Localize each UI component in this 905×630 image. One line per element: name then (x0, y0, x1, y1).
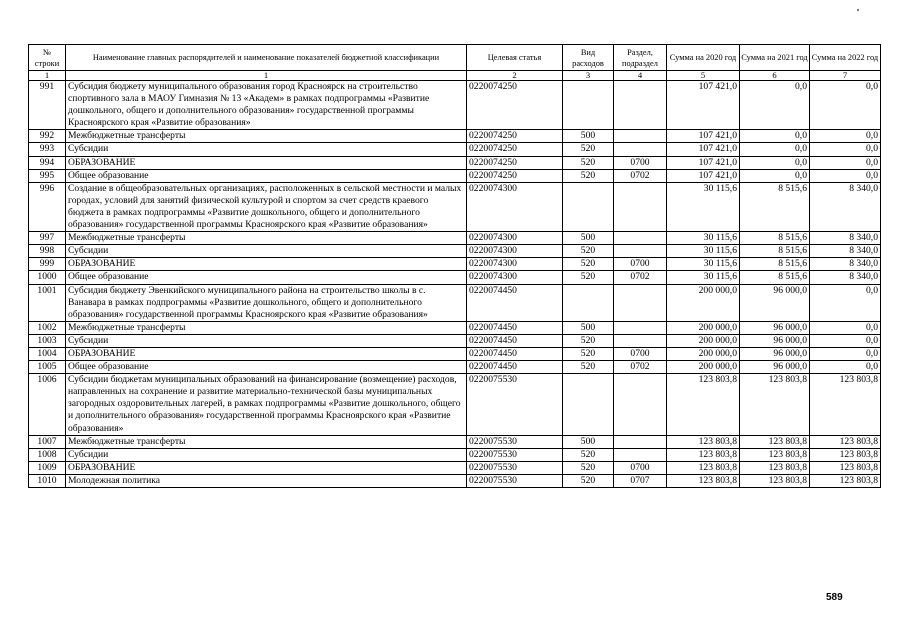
sum-2021: 8 515,6 (740, 232, 810, 245)
table-row (29, 474, 881, 487)
sum-2021: 8 515,6 (740, 258, 810, 271)
sum-2021: 123 803,8 (740, 435, 810, 448)
sum-2020: 30 115,6 (667, 245, 740, 258)
row-number: 998 (29, 245, 66, 258)
indicator-name: ОБРАЗОВАНИЕ (66, 347, 467, 360)
scan-mark (857, 9, 859, 11)
table-row (29, 321, 881, 334)
section-code (614, 81, 667, 130)
sum-2022: 8 340,0 (810, 182, 881, 231)
row-number: 1010 (29, 474, 66, 487)
indicator-name: ОБРАЗОВАНИЕ (66, 156, 467, 169)
sum-2021: 0,0 (740, 143, 810, 156)
sum-2022: 0,0 (810, 284, 881, 321)
expense-type (563, 284, 614, 321)
section-code: 0700 (614, 258, 667, 271)
indicator-name: Межбюджетные трансферты (66, 321, 467, 334)
indicator-name: ОБРАЗОВАНИЕ (66, 461, 467, 474)
section-code: 0702 (614, 271, 667, 284)
header-sum-2020: Сумма на 2020 год (667, 45, 740, 71)
table-row (29, 284, 881, 321)
sum-2020: 107 421,0 (667, 81, 740, 130)
indicator-name: Межбюджетные трансферты (66, 130, 467, 143)
target-article: 0220074300 (467, 271, 563, 284)
column-number: 6 (740, 71, 810, 81)
section-code: 0700 (614, 156, 667, 169)
indicator-name: Общее образование (66, 169, 467, 182)
sum-2020: 30 115,6 (667, 258, 740, 271)
sum-2021: 96 000,0 (740, 334, 810, 347)
sum-2022: 0,0 (810, 143, 881, 156)
expense-type (563, 182, 614, 231)
row-number: 1000 (29, 271, 66, 284)
indicator-name: Субсидия бюджету Эвенкийского муниципального района на строительство школы в с. Ванавара в рамках подпрограммы «Развитие дошкольного, общего и дополнительного образования» государственной программы Красноярского края «Развитие образования» (66, 284, 467, 321)
expense-type: 520 (563, 156, 614, 169)
target-article: 0220074300 (467, 182, 563, 231)
sum-2022: 8 340,0 (810, 245, 881, 258)
sum-2020: 30 115,6 (667, 232, 740, 245)
section-code (614, 232, 667, 245)
section-code: 0700 (614, 461, 667, 474)
sum-2022: 0,0 (810, 334, 881, 347)
indicator-name: Межбюджетные трансферты (66, 435, 467, 448)
table-row (29, 182, 881, 231)
row-number: 1009 (29, 461, 66, 474)
sum-2020: 123 803,8 (667, 448, 740, 461)
sum-2020: 123 803,8 (667, 474, 740, 487)
target-article: 0220075530 (467, 448, 563, 461)
header-section: Раздел, подраздел (614, 45, 667, 71)
sum-2022: 0,0 (810, 347, 881, 360)
section-code (614, 334, 667, 347)
sum-2021: 8 515,6 (740, 271, 810, 284)
target-article: 0220074450 (467, 321, 563, 334)
section-code: 0702 (614, 361, 667, 374)
table-row (29, 448, 881, 461)
row-number: 1005 (29, 361, 66, 374)
table-row (29, 156, 881, 169)
section-code: 0700 (614, 347, 667, 360)
indicator-name: Создание в общеобразовательных организациях, расположенных в сельской местности и малых городах, условий для занятий физической культурой и спортом за счет средств краевого бюджета в рамках подпрограммы «Развитие дошкольного, общего и дополнительного образования» государственной программы Красноярского края «Развитие образования» (66, 182, 467, 231)
budget-table (28, 44, 881, 488)
sum-2022: 0,0 (810, 130, 881, 143)
sum-2022: 123 803,8 (810, 474, 881, 487)
target-article: 0220075530 (467, 461, 563, 474)
sum-2020: 30 115,6 (667, 271, 740, 284)
target-article: 0220074250 (467, 156, 563, 169)
expense-type: 520 (563, 361, 614, 374)
target-article: 0220074300 (467, 232, 563, 245)
row-number: 996 (29, 182, 66, 231)
section-code (614, 143, 667, 156)
table-row (29, 81, 881, 130)
section-code (614, 435, 667, 448)
sum-2022: 0,0 (810, 321, 881, 334)
table-row (29, 130, 881, 143)
indicator-name: Субсидии (66, 143, 467, 156)
sum-2022: 123 803,8 (810, 435, 881, 448)
sum-2022: 0,0 (810, 169, 881, 182)
expense-type: 520 (563, 143, 614, 156)
sum-2021: 96 000,0 (740, 361, 810, 374)
table-row (29, 347, 881, 360)
indicator-name: Общее образование (66, 361, 467, 374)
table-row (29, 361, 881, 374)
sum-2020: 200 000,0 (667, 321, 740, 334)
indicator-name: Субсидии (66, 245, 467, 258)
row-number: 1001 (29, 284, 66, 321)
row-number: 995 (29, 169, 66, 182)
row-number: 994 (29, 156, 66, 169)
section-code: 0707 (614, 474, 667, 487)
header-row-number: № строки (29, 45, 66, 71)
table-row (29, 143, 881, 156)
row-number: 993 (29, 143, 66, 156)
section-code (614, 182, 667, 231)
sum-2020: 123 803,8 (667, 461, 740, 474)
sum-2022: 8 340,0 (810, 232, 881, 245)
expense-type: 520 (563, 448, 614, 461)
indicator-name: Субсидии (66, 334, 467, 347)
sum-2020: 200 000,0 (667, 347, 740, 360)
header-target-article: Целевая статья (467, 45, 563, 71)
section-code (614, 374, 667, 435)
sum-2021: 123 803,8 (740, 374, 810, 435)
target-article: 0220074300 (467, 245, 563, 258)
sum-2020: 30 115,6 (667, 182, 740, 231)
expense-type: 520 (563, 258, 614, 271)
expense-type: 520 (563, 271, 614, 284)
column-number: 1 (29, 71, 66, 81)
expense-type: 520 (563, 334, 614, 347)
target-article: 0220074450 (467, 334, 563, 347)
target-article: 0220075530 (467, 374, 563, 435)
target-article: 0220074250 (467, 169, 563, 182)
indicator-name: ОБРАЗОВАНИЕ (66, 258, 467, 271)
sum-2021: 8 515,6 (740, 182, 810, 231)
indicator-name: Общее образование (66, 271, 467, 284)
sum-2020: 107 421,0 (667, 130, 740, 143)
sum-2022: 8 340,0 (810, 258, 881, 271)
row-number: 991 (29, 81, 66, 130)
indicator-name: Субсидии бюджетам муниципальных образований на финансирование (возмещение) расходов, направленных на сохранение и развитие материально-технической базы муниципальных загородных оздоровительных лагерей, в рамках подпрограммы «Развитие дошкольного, общего и дополнительного образования» государственной программы Красноярского края «Развитие образования» (66, 374, 467, 435)
target-article: 0220075530 (467, 474, 563, 487)
table-row (29, 271, 881, 284)
sum-2022: 0,0 (810, 81, 881, 130)
table-row (29, 232, 881, 245)
row-number: 997 (29, 232, 66, 245)
section-code (614, 448, 667, 461)
sum-2020: 107 421,0 (667, 143, 740, 156)
target-article: 0220074450 (467, 347, 563, 360)
expense-type: 500 (563, 321, 614, 334)
sum-2022: 0,0 (810, 361, 881, 374)
row-number: 1007 (29, 435, 66, 448)
indicator-name: Межбюджетные трансферты (66, 232, 467, 245)
table-header (29, 45, 881, 81)
target-article: 0220074250 (467, 130, 563, 143)
row-number: 1003 (29, 334, 66, 347)
expense-type: 520 (563, 169, 614, 182)
section-code (614, 245, 667, 258)
column-number: 3 (563, 71, 614, 81)
table-row (29, 374, 881, 435)
target-article: 0220074250 (467, 143, 563, 156)
target-article: 0220074250 (467, 81, 563, 130)
column-number-row (29, 71, 881, 81)
sum-2020: 200 000,0 (667, 361, 740, 374)
target-article: 0220075530 (467, 435, 563, 448)
indicator-name: Субсидия бюджету муниципального образования город Красноярск на строительство спортивного зала в МАОУ Гимназия № 13 «Академ» в рамках подпрограммы «Развитие дошкольного, общего и дополнительного образования» государственной программы Красноярского края «Развитие образования» (66, 81, 467, 130)
sum-2022: 123 803,8 (810, 461, 881, 474)
expense-type: 520 (563, 347, 614, 360)
column-number: 2 (467, 71, 563, 81)
indicator-name: Субсидии (66, 448, 467, 461)
header-sum-2021: Сумма на 2021 год (740, 45, 810, 71)
expense-type: 520 (563, 245, 614, 258)
sum-2021: 96 000,0 (740, 347, 810, 360)
expense-type (563, 374, 614, 435)
expense-type: 500 (563, 232, 614, 245)
row-number: 999 (29, 258, 66, 271)
sum-2020: 107 421,0 (667, 169, 740, 182)
sum-2021: 0,0 (740, 130, 810, 143)
expense-type (563, 81, 614, 130)
sum-2021: 96 000,0 (740, 321, 810, 334)
table-row (29, 258, 881, 271)
sum-2022: 0,0 (810, 156, 881, 169)
section-code (614, 284, 667, 321)
sum-2020: 200 000,0 (667, 334, 740, 347)
sum-2021: 0,0 (740, 81, 810, 130)
expense-type: 520 (563, 474, 614, 487)
column-number: 1 (66, 71, 467, 81)
sum-2020: 123 803,8 (667, 435, 740, 448)
sum-2022: 123 803,8 (810, 374, 881, 435)
row-number: 1004 (29, 347, 66, 360)
table-row (29, 461, 881, 474)
column-number: 7 (810, 71, 881, 81)
indicator-name: Молодежная политика (66, 474, 467, 487)
sum-2021: 123 803,8 (740, 461, 810, 474)
sum-2022: 8 340,0 (810, 271, 881, 284)
column-number: 4 (614, 71, 667, 81)
target-article: 0220074450 (467, 361, 563, 374)
header-sum-2022: Сумма на 2022 год (810, 45, 881, 71)
sum-2021: 123 803,8 (740, 448, 810, 461)
row-number: 992 (29, 130, 66, 143)
section-code: 0702 (614, 169, 667, 182)
header-name: Наименование главных распорядителей и наименование показателей бюджетной классификации (66, 45, 467, 71)
sum-2021: 8 515,6 (740, 245, 810, 258)
target-article: 0220074300 (467, 258, 563, 271)
sum-2021: 0,0 (740, 169, 810, 182)
sum-2021: 0,0 (740, 156, 810, 169)
table-row (29, 435, 881, 448)
sum-2020: 107 421,0 (667, 156, 740, 169)
sum-2022: 123 803,8 (810, 448, 881, 461)
page-number: 589 (826, 592, 843, 603)
expense-type: 520 (563, 461, 614, 474)
section-code (614, 321, 667, 334)
column-number: 5 (667, 71, 740, 81)
table-row (29, 169, 881, 182)
row-number: 1006 (29, 374, 66, 435)
sum-2021: 96 000,0 (740, 284, 810, 321)
header-expense-type: Вид расходов (563, 45, 614, 71)
section-code (614, 130, 667, 143)
expense-type: 500 (563, 130, 614, 143)
table-row (29, 334, 881, 347)
target-article: 0220074450 (467, 284, 563, 321)
table-row (29, 245, 881, 258)
row-number: 1008 (29, 448, 66, 461)
expense-type: 500 (563, 435, 614, 448)
sum-2021: 123 803,8 (740, 474, 810, 487)
sum-2020: 123 803,8 (667, 374, 740, 435)
sum-2020: 200 000,0 (667, 284, 740, 321)
row-number: 1002 (29, 321, 66, 334)
table-body (29, 81, 881, 488)
